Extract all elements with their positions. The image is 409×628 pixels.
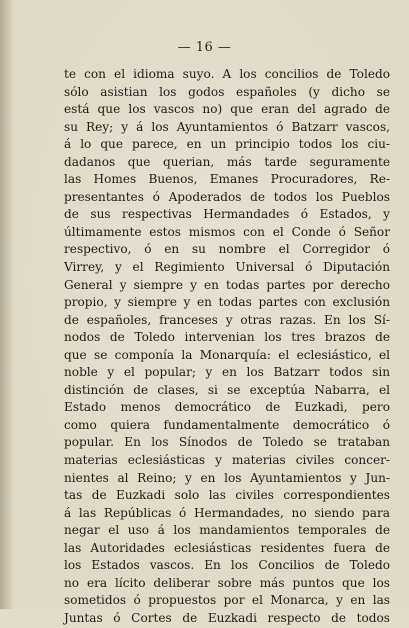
text-line: popular. En los Sínodos de Toledo se trataban (64, 435, 390, 450)
text-line: que se componía la Monarquía: el eclesiástico, el (64, 347, 390, 362)
text-line: las Autoridades eclesiásticas residentes fuera de (64, 540, 390, 555)
text-line: á lo que parece, en un principio todos los ciu- (64, 137, 390, 152)
text-line: está que los vascos no) que eran del agrado de (64, 102, 390, 117)
text-line: tas de Euzkadi solo las civiles correspondientes (64, 488, 390, 503)
text-line: sólo asistian los godos españoles (y dicho se (64, 84, 390, 99)
text-line: las Homes Buenos, Emanes Procuradores, Re- (64, 172, 390, 187)
text-line: te con el idioma suyo. A los concilios de Toledo (64, 67, 390, 81)
text-line: últimamente estos mismos con el Conde ó Señor (64, 224, 390, 239)
text-line: sometidos ó propuestos por el Monarca, y en las (64, 593, 390, 608)
text-line: nientes al Reino; y en los Ayuntamientos y Jun- (64, 470, 390, 485)
page-edge-shadow (0, 0, 14, 609)
text-line: propio, y siempre y en todas partes con exclusión (64, 295, 390, 310)
body-text (64, 66, 390, 628)
text-line: de sus respectivas Hermandades ó Estados, y (64, 207, 390, 222)
text-line: no era lícito deliberar sobre más puntos que los (64, 575, 390, 590)
text-line: los Estados vascos. En los Concilios de Toledo (64, 558, 390, 573)
text-line: materias eclesiásticas y materias civiles concer- (64, 453, 390, 468)
text-line: su Rey; y á los Ayuntamientos ó Batzarr vascos, (64, 119, 390, 134)
text-line: dadanos que querian, más tarde seguramente (64, 154, 390, 169)
text-line: negar el uso á los mandamientos temporales de (64, 523, 390, 538)
text-line: á las Repúblicas ó Hermandades, no siendo para (64, 505, 390, 520)
text-line: como quiera fundamentalmente democrático ó (64, 417, 390, 432)
text-line: de españoles, franceses y otras razas. En los Sí- (64, 312, 390, 327)
text-line: distinción de clases, si se exceptúa Nabarra, el (64, 382, 390, 397)
text-line: Virrey, y el Regimiento Universal ó Diputación (64, 260, 390, 275)
text-line: respectivo, ó en su nombre el Corregidor ó (64, 242, 390, 257)
text-line: nodos de Toledo intervenian los tres brazos de (64, 330, 390, 345)
text-line: Estado menos democrático de Euzkadi, pero (64, 400, 390, 415)
text-line: presentantes ó Apoderados de todos los Pueblos (64, 189, 390, 204)
text-line: noble y el popular; y en los Batzarr todos sin (64, 365, 390, 380)
text-line: General y siempre y en todas partes por derecho (64, 277, 390, 292)
text-line: Juntas ó Cortes de Euzkadi respecto de todos (64, 610, 390, 625)
page-number: — 16 — (177, 40, 232, 55)
